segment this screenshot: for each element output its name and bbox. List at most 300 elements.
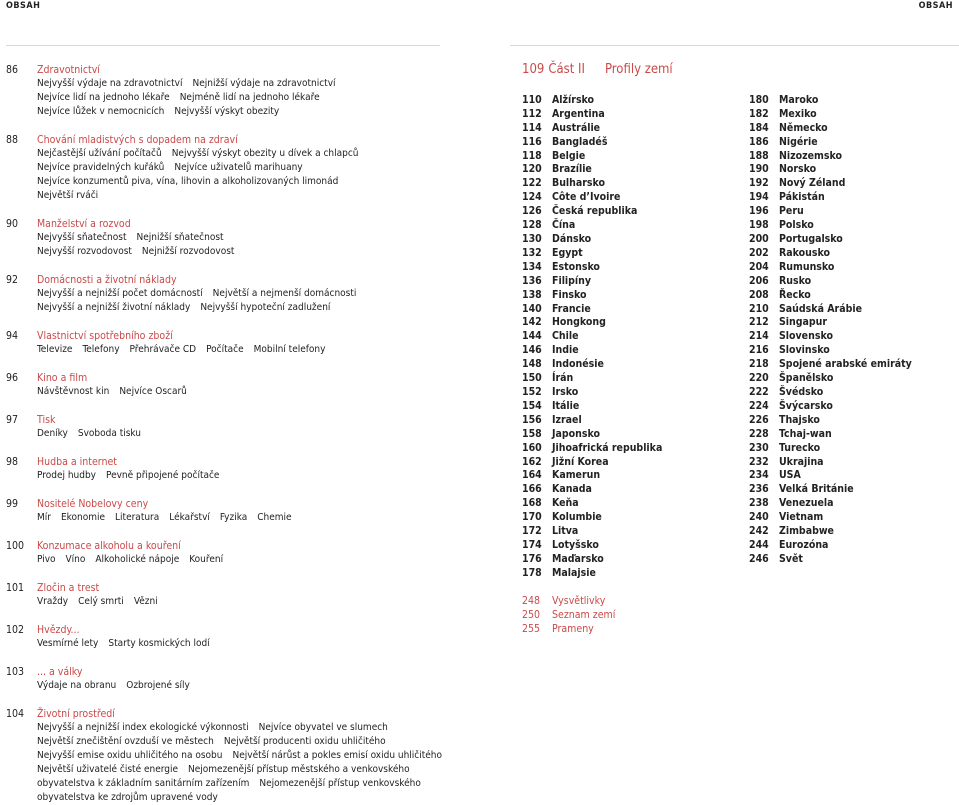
toc-subtopic[interactable]: Přehrávače CD: [129, 344, 197, 355]
toc-subtopic-line: [6, 175, 369, 189]
toc-subtopic[interactable]: Největší producenti oxidu uhličitého: [223, 736, 386, 747]
toc-subtopic[interactable]: Nejnižší sňatečnost: [136, 232, 224, 243]
toc-subtopic[interactable]: Nejvyšší a nejnižší životní náklady: [37, 302, 191, 313]
page-number: 206: [749, 274, 769, 287]
toc-section-heading[interactable]: [6, 133, 369, 147]
page-number: 184: [749, 121, 769, 134]
page-number: 238: [749, 497, 769, 510]
country-entry[interactable]: [749, 288, 912, 302]
toc-section-heading[interactable]: [6, 581, 168, 595]
page-number: 150: [522, 372, 542, 385]
country-entry[interactable]: [749, 176, 912, 190]
toc-section-heading[interactable]: [6, 455, 229, 469]
toc-subtopic[interactable]: obyvatelstva k základním sanitárním zařízením: [37, 778, 250, 789]
country-entry[interactable]: [522, 427, 662, 441]
toc-subtopic[interactable]: Telefony: [82, 344, 120, 355]
toc-page-number: 98: [6, 456, 19, 468]
country-entry[interactable]: [522, 288, 662, 302]
entry-label: Malajsie: [552, 566, 596, 579]
country-entry[interactable]: [749, 524, 912, 538]
country-entry[interactable]: [749, 93, 912, 107]
page-number: 218: [749, 358, 769, 371]
toc-subtopic[interactable]: Nejvyšší rozvodovost: [37, 246, 132, 257]
toc-subtopic-line: [6, 791, 452, 805]
entry-label: Velká Británie: [779, 483, 854, 496]
toc-subtopic[interactable]: Největší znečištění ovzduší ve městech: [37, 736, 214, 747]
country-entry[interactable]: [522, 246, 662, 260]
country-entry[interactable]: [749, 163, 912, 177]
toc-section: [6, 455, 229, 483]
country-entry[interactable]: [749, 552, 912, 566]
entry-label: Česká republika: [552, 205, 638, 218]
page-number: 222: [749, 385, 769, 398]
country-entry[interactable]: [522, 329, 662, 343]
country-entry[interactable]: [522, 121, 662, 135]
entry-label: Lotyšsko: [552, 538, 599, 551]
toc-subtopic[interactable]: Televize: [37, 344, 73, 355]
toc-subtopic[interactable]: Víno: [65, 554, 86, 565]
toc-subtopic[interactable]: Fyzika: [219, 512, 248, 523]
part-page-number: 109: [522, 62, 545, 77]
page-number: 180: [749, 93, 769, 106]
toc-subtopic-line: [6, 105, 346, 119]
entry-label: Kolumbie: [552, 511, 602, 524]
page-number: 160: [522, 441, 542, 454]
country-entry[interactable]: [749, 482, 912, 496]
divider-right: [510, 45, 959, 46]
toc-section-title: Zdravotnictví: [37, 64, 100, 76]
page-number: 110: [522, 93, 542, 106]
toc-subtopic-line: [6, 595, 168, 609]
toc-subtopic[interactable]: Deníky: [37, 428, 68, 439]
toc-subtopic[interactable]: Nejvyšší výdaje na zdravotnictví: [37, 78, 183, 89]
entry-label: Filipíny: [552, 274, 592, 287]
country-entry[interactable]: [749, 302, 912, 316]
toc-section-heading[interactable]: [6, 371, 197, 385]
entry-label: Švýcarsko: [779, 399, 833, 412]
toc-subtopic[interactable]: Počítače: [206, 344, 244, 355]
country-entry[interactable]: [749, 343, 912, 357]
entry-label: Turecko: [779, 441, 821, 454]
page-number: 240: [749, 511, 769, 524]
page-number: 232: [749, 455, 769, 468]
toc-section-heading[interactable]: [6, 623, 220, 637]
page-number: 186: [749, 135, 769, 148]
toc-subtopic[interactable]: Nejomezenější přístup městského a venkovského: [188, 764, 410, 775]
page-number: 204: [749, 260, 769, 273]
divider-left: [6, 45, 440, 46]
toc-subtopic[interactable]: Největší a nejmenší domácnosti: [212, 288, 357, 299]
toc-section-title: Zločin a trest: [37, 582, 100, 594]
toc-subtopic-line: [6, 287, 366, 301]
toc-subtopic[interactable]: Nejvíce pravidelných kuřáků: [37, 162, 165, 173]
country-entry[interactable]: [522, 441, 662, 455]
entry-label: Belgie: [552, 149, 586, 162]
page-number: 255: [522, 622, 541, 635]
page-number: 200: [749, 233, 769, 246]
country-entry[interactable]: [522, 316, 662, 330]
entry-label: Peru: [779, 205, 804, 218]
toc-page-number: 97: [6, 414, 19, 426]
toc-subtopic-line: [6, 343, 335, 357]
toc-subtopic[interactable]: Vesmírné lety: [37, 638, 99, 649]
page-number: 182: [749, 107, 769, 120]
country-entry[interactable]: [749, 329, 912, 343]
header-right: OBSAH: [918, 1, 953, 11]
page-number: 164: [522, 469, 542, 482]
toc-subtopic[interactable]: Alkoholické nápoje: [95, 554, 180, 565]
toc-section-heading[interactable]: [6, 273, 366, 287]
toc-subtopic-line: [6, 91, 346, 105]
entry-label: Rumunsko: [779, 260, 835, 273]
entry-label: Chile: [552, 330, 579, 343]
toc-subtopic[interactable]: Celý smrti: [78, 596, 124, 607]
page-number: 214: [749, 330, 769, 343]
toc-page-number: 92: [6, 274, 19, 286]
toc-subtopic[interactable]: Nejčastější užívání počítačů: [37, 148, 162, 159]
entry-label: Portugalsko: [779, 233, 843, 246]
appendix-entry[interactable]: [522, 608, 615, 622]
toc-page-number: 99: [6, 498, 19, 510]
entry-label: Bangladéš: [552, 135, 608, 148]
toc-subtopic[interactable]: Pivo: [37, 554, 56, 565]
appendix-entry[interactable]: [522, 622, 615, 636]
toc-subtopic[interactable]: Nejnižší rozvodovost: [141, 246, 235, 257]
entry-label: Saúdská Arábie: [779, 302, 862, 315]
country-entry[interactable]: [749, 190, 912, 204]
entry-label: Argentina: [552, 107, 605, 120]
entry-label: Řecko: [779, 288, 811, 301]
toc-subtopic-line: [6, 511, 302, 525]
entry-label: Vysvětlivky: [552, 594, 606, 607]
toc-section: [6, 581, 168, 609]
page-number: 234: [749, 469, 769, 482]
entry-label: Keňa: [552, 497, 579, 510]
entry-label: Alžírsko: [552, 93, 595, 106]
country-entry[interactable]: [749, 316, 912, 330]
country-entry[interactable]: [522, 482, 662, 496]
toc-section-title: Manželství a rozvod: [37, 218, 131, 230]
toc-page-number: 94: [6, 330, 19, 342]
toc-section-title: Nositelé Nobelovy ceny: [37, 498, 149, 510]
page-number: 156: [522, 413, 542, 426]
country-entry[interactable]: [522, 538, 662, 552]
toc-section: [6, 413, 151, 441]
country-entry[interactable]: [522, 371, 662, 385]
country-entry[interactable]: [749, 538, 912, 552]
toc-subtopic[interactable]: Ekonomie: [60, 512, 106, 523]
toc-subtopic-line: [6, 77, 346, 91]
toc-subtopic[interactable]: Pevně připojené počítače: [106, 470, 220, 481]
page-number: 172: [522, 525, 542, 538]
page-number: 146: [522, 344, 542, 357]
page-number: 128: [522, 219, 542, 232]
country-entry[interactable]: [522, 93, 662, 107]
toc-section-heading[interactable]: [6, 329, 335, 343]
country-entry[interactable]: [749, 107, 912, 121]
entry-label: Côte d’Ivoire: [552, 191, 621, 204]
country-entry[interactable]: [522, 135, 662, 149]
entry-label: Dánsko: [552, 233, 592, 246]
country-entry[interactable]: [749, 455, 912, 469]
toc-section-heading[interactable]: [6, 497, 302, 511]
country-entry[interactable]: [522, 552, 662, 566]
toc-subtopic-line: [6, 385, 197, 399]
toc-subtopic[interactable]: Nejvíce lidí na jednoho lékaře: [37, 92, 170, 103]
toc-subtopic[interactable]: Nejvyšší a nejnižší počet domácností: [37, 288, 203, 299]
country-entry[interactable]: [522, 218, 662, 232]
toc-subtopic[interactable]: Nejvíce Oscarů: [119, 386, 187, 397]
entry-label: Irsko: [552, 385, 579, 398]
toc-section-title: Kino a film: [37, 372, 88, 384]
toc-subtopic[interactable]: Nejvyšší hypoteční zadlužení: [200, 302, 331, 313]
entry-label: Pákistán: [779, 191, 825, 204]
page-number: 216: [749, 344, 769, 357]
toc-page-number: 88: [6, 134, 19, 146]
entry-label: Mexiko: [779, 107, 817, 120]
toc-subtopic[interactable]: Nejvyšší sňatečnost: [37, 232, 127, 243]
entry-label: Egypt: [552, 246, 583, 259]
page-number: 194: [749, 191, 769, 204]
page-number: 126: [522, 205, 542, 218]
country-entry[interactable]: [522, 163, 662, 177]
toc-subtopic-line: [6, 301, 366, 315]
entry-label: Španělsko: [779, 372, 834, 385]
toc-section-title: Hvězdy...: [37, 624, 80, 636]
country-entry[interactable]: [522, 455, 662, 469]
entry-label: Itálie: [552, 399, 580, 412]
entry-label: Írán: [552, 372, 574, 385]
toc-section: [6, 217, 244, 259]
country-entry[interactable]: [749, 357, 912, 371]
page-number: 230: [749, 441, 769, 454]
page-number: 122: [522, 177, 542, 190]
toc-subtopic[interactable]: Nejvyšší výskyt obezity: [174, 106, 280, 117]
page-number: 148: [522, 358, 542, 371]
country-entry[interactable]: [522, 107, 662, 121]
toc-subtopic-line: [6, 147, 369, 161]
country-entry[interactable]: [749, 232, 912, 246]
toc-subtopic[interactable]: obyvatelstva ke zdrojům upravené vody: [37, 792, 218, 803]
country-entry[interactable]: [749, 371, 912, 385]
toc-section-heading[interactable]: [6, 413, 151, 427]
toc-subtopic[interactable]: Nejvyšší a nejnižší index ekologické výkonnosti: [37, 722, 249, 733]
entry-label: Eurozóna: [779, 538, 829, 551]
toc-subtopic[interactable]: Největší rváči: [37, 190, 99, 201]
country-entry[interactable]: [749, 135, 912, 149]
country-entry[interactable]: [522, 566, 662, 580]
toc-page-number: 86: [6, 64, 19, 76]
toc-section: [6, 539, 233, 567]
page-number: 188: [749, 149, 769, 162]
page-number: 166: [522, 483, 542, 496]
toc-subtopic[interactable]: Nejvíce lůžek v nemocnicích: [37, 106, 165, 117]
entry-label: Svět: [779, 552, 803, 565]
toc-subtopic[interactable]: Nejvíce konzumentů piva, vína, lihovin a alkoholizovaných limonád: [37, 176, 339, 187]
country-entry[interactable]: [522, 399, 662, 413]
country-entry[interactable]: [522, 510, 662, 524]
toc-subtopic[interactable]: Nejvyšší emise oxidu uhličitého na osobu: [37, 750, 223, 761]
page-number: 170: [522, 511, 542, 524]
toc-section-heading[interactable]: [6, 707, 452, 721]
entry-label: Nový Zéland: [779, 177, 846, 190]
page-number: 120: [522, 163, 542, 176]
country-entry[interactable]: [749, 260, 912, 274]
toc-section-heading[interactable]: [6, 217, 244, 231]
entry-label: Jižní Korea: [552, 455, 609, 468]
page-number: 246: [749, 552, 769, 565]
toc-section: [6, 133, 369, 203]
toc-subtopic[interactable]: Nejméně lidí na jednoho lékaře: [179, 92, 320, 103]
toc-section: [6, 371, 197, 399]
page-number: 202: [749, 246, 769, 259]
country-entry[interactable]: [749, 246, 912, 260]
country-entry[interactable]: [522, 468, 662, 482]
country-entry[interactable]: [749, 218, 912, 232]
page-number: 174: [522, 538, 542, 551]
toc-subtopic[interactable]: Literatura: [115, 512, 160, 523]
page-number: 226: [749, 413, 769, 426]
country-entry[interactable]: [749, 149, 912, 163]
entry-label: Slovinsko: [779, 344, 830, 357]
country-entry[interactable]: [749, 385, 912, 399]
toc-subtopic-line: [6, 245, 244, 259]
page-number: 250: [522, 608, 541, 621]
country-entry[interactable]: [749, 204, 912, 218]
entry-label: Nigérie: [779, 135, 818, 148]
toc-section: [6, 665, 200, 693]
part-label: Část II: [548, 62, 585, 77]
page-number: 210: [749, 302, 769, 315]
toc-subtopic-line: [6, 679, 200, 693]
page-number: 114: [522, 121, 542, 134]
toc-subtopic[interactable]: Ozbrojené síly: [126, 680, 190, 691]
page-number: 190: [749, 163, 769, 176]
entry-label: Singapur: [779, 316, 828, 329]
toc-subtopic-line: [6, 777, 452, 791]
toc-section-title: Tisk: [37, 414, 56, 426]
page-number: 134: [522, 260, 542, 273]
entry-label: Estonsko: [552, 260, 600, 273]
toc-subtopic-line: [6, 427, 151, 441]
country-entry[interactable]: [522, 357, 662, 371]
country-entry[interactable]: [522, 413, 662, 427]
country-entry[interactable]: [522, 343, 662, 357]
toc-subtopic[interactable]: Nejnižší výdaje na zdravotnictví: [192, 78, 336, 89]
entry-label: Jihoafrická republika: [552, 441, 663, 454]
entry-label: Prameny: [552, 622, 594, 635]
toc-section-heading[interactable]: [6, 63, 346, 77]
toc-section-title: Hudba a internet: [37, 456, 117, 468]
country-entry[interactable]: [522, 176, 662, 190]
page-number: 132: [522, 246, 542, 259]
entry-label: Seznam zemí: [552, 608, 616, 621]
country-entry[interactable]: [522, 274, 662, 288]
country-entry[interactable]: [522, 524, 662, 538]
header-left: OBSAH: [6, 1, 41, 11]
country-entry[interactable]: [749, 468, 912, 482]
toc-subtopic[interactable]: Chemie: [257, 512, 292, 523]
entry-label: Polsko: [779, 219, 814, 232]
country-entry[interactable]: [749, 399, 912, 413]
country-entry[interactable]: [522, 190, 662, 204]
page-number: 140: [522, 302, 542, 315]
toc-subtopic[interactable]: Vězni: [133, 596, 158, 607]
country-entry[interactable]: [749, 121, 912, 135]
toc-subtopic[interactable]: Nejvyšší výskyt obezity u dívek a chlapců: [171, 148, 359, 159]
toc-subtopic[interactable]: Prodej hudby: [37, 470, 96, 481]
page-number: 144: [522, 330, 542, 343]
entry-label: Norsko: [779, 163, 817, 176]
country-entry[interactable]: [522, 204, 662, 218]
toc-section-heading[interactable]: [6, 539, 233, 553]
country-entry[interactable]: [749, 274, 912, 288]
toc-subtopic[interactable]: Starty kosmických lodí: [108, 638, 210, 649]
country-entry[interactable]: [522, 496, 662, 510]
toc-section: [6, 497, 302, 525]
toc-subtopic-line: [6, 553, 233, 567]
toc-page-number: 90: [6, 218, 19, 230]
country-entry[interactable]: [522, 385, 662, 399]
toc-subtopic[interactable]: Vraždy: [37, 596, 69, 607]
page-number: 196: [749, 205, 769, 218]
country-entry[interactable]: [749, 510, 912, 524]
entry-label: Thajsko: [779, 413, 820, 426]
page-number: 236: [749, 483, 769, 496]
toc-section-heading[interactable]: [6, 665, 200, 679]
page-number: 152: [522, 385, 542, 398]
toc-subtopic[interactable]: Kouření: [189, 554, 224, 565]
appendix-entry[interactable]: [522, 594, 615, 608]
country-entry[interactable]: [522, 302, 662, 316]
toc-subtopic[interactable]: Nejvíce obyvatel ve slumech: [258, 722, 388, 733]
page-number: 176: [522, 552, 542, 565]
country-entry[interactable]: [749, 441, 912, 455]
toc-subtopic[interactable]: Výdaje na obranu: [37, 680, 117, 691]
toc-section-title: Konzumace alkoholu a kouření: [37, 540, 181, 552]
entry-label: Japonsko: [552, 427, 600, 440]
entry-label: Ukrajina: [779, 455, 824, 468]
toc-subtopic-line: [6, 469, 229, 483]
toc-subtopic-line: [6, 231, 244, 245]
page-number: 198: [749, 219, 769, 232]
country-list-2: [749, 93, 912, 566]
toc-subtopic[interactable]: Lékařství: [169, 512, 210, 523]
page-number: 118: [522, 149, 542, 162]
page-number: 138: [522, 288, 542, 301]
toc-subtopic[interactable]: Nejvíce uživatelů marihuany: [174, 162, 303, 173]
country-entry[interactable]: [749, 496, 912, 510]
toc-subtopic[interactable]: Mobilní telefony: [253, 344, 326, 355]
country-entry[interactable]: [522, 260, 662, 274]
page-number: 244: [749, 538, 769, 551]
toc-subtopic[interactable]: Největší nárůst a pokles emisí oxidu uhličitého: [232, 750, 442, 761]
entry-label: Finsko: [552, 288, 587, 301]
country-entry[interactable]: [749, 427, 912, 441]
country-entry[interactable]: [522, 232, 662, 246]
toc-subtopic[interactable]: Návštěvnost kin: [37, 386, 110, 397]
toc-subtopic[interactable]: Mír: [37, 512, 51, 523]
toc-subtopic[interactable]: Největší uživatelé čisté energie: [37, 764, 179, 775]
toc-subtopic[interactable]: Svoboda tisku: [77, 428, 142, 439]
entry-label: Kanada: [552, 483, 592, 496]
entry-label: Maroko: [779, 93, 819, 106]
toc-page-number: 103: [6, 666, 25, 678]
country-entry[interactable]: [749, 413, 912, 427]
country-entry[interactable]: [522, 149, 662, 163]
page-number: 228: [749, 427, 769, 440]
toc-subtopic[interactable]: Nejomezenější přístup venkovského: [259, 778, 421, 789]
